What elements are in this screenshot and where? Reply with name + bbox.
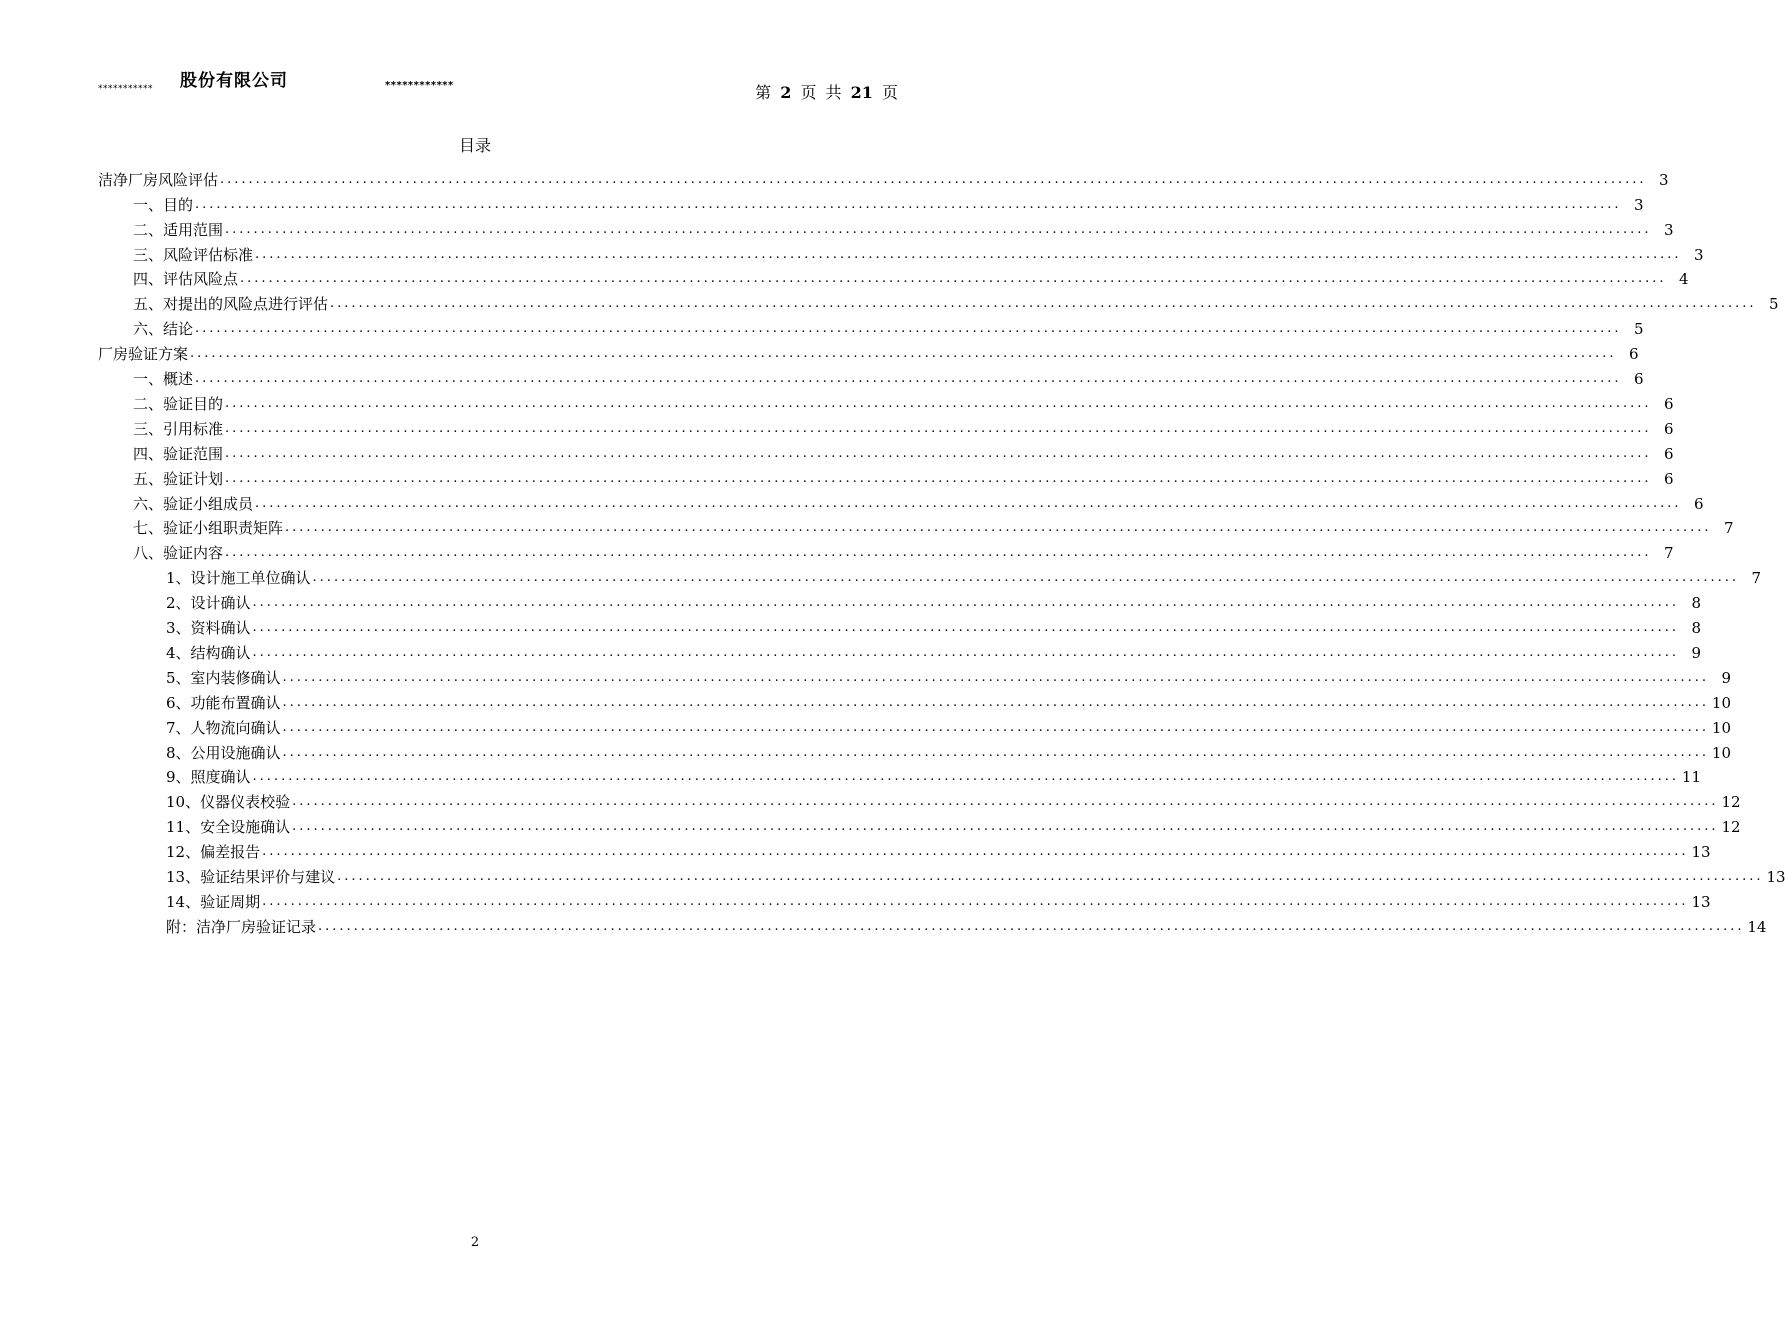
- toc-entry[interactable]: [166, 812, 1741, 837]
- page-total: 21: [850, 83, 873, 102]
- toc-entry-page: 9: [1721, 668, 1732, 687]
- toc-entry[interactable]: [166, 563, 1762, 588]
- toc-entry[interactable]: [166, 912, 1767, 937]
- toc-dot-leader: ........................................................................................................................................................................................................: [262, 893, 1689, 909]
- toc-entry[interactable]: [166, 763, 1702, 788]
- toc-entry-page: 10: [1711, 718, 1732, 737]
- toc-dot-leader: ........................................................................................................................................................................................................: [190, 346, 1617, 362]
- toc-entry-label: 厂房验证方案: [98, 345, 189, 364]
- toc-dot-leader: ........................................................................................................................................................................................................: [195, 371, 1622, 387]
- toc-entry[interactable]: [133, 290, 1779, 315]
- toc-dot-leader: ........................................................................................................................................................................................................: [252, 644, 1680, 660]
- toc-dot-leader: ........................................................................................................................................................................................................: [225, 470, 1652, 486]
- toc-entry-label: 三、风险评估标准: [133, 245, 254, 264]
- page-suffix: 页: [881, 83, 898, 102]
- toc-entry-page: 14: [1747, 917, 1767, 936]
- toc-entry-label: 一、概述: [133, 370, 194, 389]
- toc-entry-label: 七、验证小组职责矩阵: [133, 519, 284, 538]
- toc-dot-leader: ........................................................................................................................................................................................................: [252, 769, 1680, 785]
- toc-entry-label: 三、引用标准: [133, 419, 224, 438]
- toc-dot-leader: ........................................................................................................................................................................................................: [195, 321, 1622, 337]
- toc-entry-label: 五、对提出的风险点进行评估: [133, 295, 329, 314]
- toc-entry-label: 四、验证范围: [133, 444, 224, 463]
- toc-entry-page: 6: [1663, 469, 1674, 488]
- toc-entry-page: 6: [1628, 345, 1639, 364]
- toc-entry-label: 14、验证周期: [166, 892, 261, 911]
- toc-entry-page: 13: [1766, 868, 1786, 887]
- toc-dot-leader: ........................................................................................................................................................................................................: [225, 445, 1652, 461]
- toc-dot-leader: ........................................................................................................................................................................................................: [255, 495, 1682, 511]
- toc-entry-page: 9: [1691, 643, 1702, 662]
- toc-entry-label: 六、结论: [133, 320, 194, 339]
- toc-entry-label: 7、人物流向确认: [166, 718, 281, 737]
- toc-entry-page: 13: [1691, 843, 1711, 862]
- toc-entry-label: 12、偏差报告: [166, 843, 261, 862]
- toc-entry-page: 7: [1663, 544, 1674, 563]
- toc-entry-page: 7: [1751, 569, 1762, 588]
- toc-entry-page: 13: [1691, 892, 1711, 911]
- toc-entry-label: 附：洁净厂房验证记录: [166, 917, 317, 936]
- toc-entry-page: 10: [1711, 743, 1732, 762]
- page-info: [755, 80, 898, 103]
- toc-entry-label: 8、公用设施确认: [166, 743, 281, 762]
- toc-dot-leader: ........................................................................................................................................................................................................: [195, 196, 1622, 212]
- toc-entry-page: 12: [1721, 793, 1741, 812]
- toc-entry-page: 11: [1681, 768, 1702, 787]
- toc-entry[interactable]: [133, 414, 1674, 439]
- toc-entry-label: 二、验证目的: [133, 394, 224, 413]
- toc-entry-label: 13、验证结果评价与建议: [166, 868, 336, 887]
- toc-entry[interactable]: [98, 165, 1669, 190]
- page-header: [0, 0, 950, 110]
- toc-entry-label: 3、资料确认: [166, 619, 251, 638]
- toc-entry[interactable]: [133, 265, 1689, 290]
- toc-entry-label: 9、照度确认: [166, 768, 251, 787]
- toc-dot-leader: ........................................................................................................................................................................................................: [318, 918, 1745, 934]
- page-prefix: 第: [755, 83, 772, 102]
- toc-title: 目录: [458, 136, 491, 155]
- toc-entry-page: 10: [1711, 693, 1732, 712]
- toc-entry-label: 4、结构确认: [166, 643, 251, 662]
- toc-dot-leader: ........................................................................................................................................................................................................: [282, 669, 1710, 685]
- toc-entry-label: 6、功能布置确认: [166, 693, 281, 712]
- toc-entry-page: 6: [1663, 394, 1674, 413]
- toc-dot-leader: ........................................................................................................................................................................................................: [337, 869, 1764, 885]
- toc-entry[interactable]: [133, 514, 1734, 539]
- page-current: 2: [780, 83, 792, 102]
- header-stars-left: ***********: [98, 84, 153, 94]
- toc-entry-page: 6: [1663, 419, 1674, 438]
- toc-dot-leader: ........................................................................................................................................................................................................: [282, 744, 1710, 760]
- header-stars-right: ************: [385, 80, 454, 91]
- toc-dot-leader: ........................................................................................................................................................................................................: [282, 719, 1710, 735]
- toc-entry[interactable]: [166, 887, 1711, 912]
- toc-dot-leader: ........................................................................................................................................................................................................: [240, 271, 1667, 287]
- toc-entry-label: 洁净厂房风险评估: [98, 170, 219, 189]
- toc-entry[interactable]: [133, 240, 1704, 265]
- toc-dot-leader: ........................................................................................................................................................................................................: [225, 420, 1652, 436]
- toc-entry-label: 四、评估风险点: [133, 270, 239, 289]
- toc-dot-leader: ........................................................................................................................................................................................................: [225, 545, 1652, 561]
- toc-entry-label: 2、设计确认: [166, 594, 251, 613]
- toc-entry-page: 3: [1658, 170, 1669, 189]
- toc-entry-page: 5: [1633, 320, 1644, 339]
- toc-dot-leader: ........................................................................................................................................................................................................: [262, 844, 1689, 860]
- toc-entry[interactable]: [166, 613, 1702, 638]
- toc-entry[interactable]: [166, 688, 1732, 713]
- toc-entry[interactable]: [133, 439, 1674, 464]
- toc-entry-label: 11、安全设施确认: [166, 818, 291, 837]
- toc-entry[interactable]: [166, 713, 1732, 738]
- toc-dot-leader: ........................................................................................................................................................................................................: [225, 221, 1652, 237]
- toc-entry-label: 10、仪器仪表校验: [166, 793, 291, 812]
- toc-entry[interactable]: [133, 314, 1644, 339]
- toc-entry[interactable]: [166, 837, 1711, 862]
- toc-dot-leader: ........................................................................................................................................................................................................: [330, 296, 1757, 312]
- page-mid: 页 共: [800, 83, 842, 102]
- toc-entry-page: 12: [1721, 818, 1741, 837]
- toc-dot-leader: ........................................................................................................................................................................................................: [252, 595, 1680, 611]
- toc-entry-page: 7: [1723, 519, 1734, 538]
- toc-entry-label: 八、验证内容: [133, 544, 224, 563]
- toc-entry[interactable]: [133, 464, 1674, 489]
- toc-dot-leader: ........................................................................................................................................................................................................: [292, 819, 1719, 835]
- toc-entry-label: 五、验证计划: [133, 469, 224, 488]
- toc-entry-page: 8: [1691, 594, 1702, 613]
- toc-dot-leader: ........................................................................................................................................................................................................: [252, 620, 1680, 636]
- toc-entry[interactable]: [133, 539, 1674, 564]
- toc-dot-leader: ........................................................................................................................................................................................................: [220, 171, 1647, 187]
- toc-entry[interactable]: [133, 190, 1644, 215]
- toc-dot-leader: ........................................................................................................................................................................................................: [282, 694, 1710, 710]
- toc-entry[interactable]: [166, 738, 1732, 763]
- toc-entry-page: 6: [1663, 444, 1674, 463]
- toc-entry[interactable]: [133, 215, 1674, 240]
- toc-entry[interactable]: [166, 588, 1702, 613]
- toc-entry[interactable]: [133, 489, 1704, 514]
- toc-entry-page: 3: [1663, 220, 1674, 239]
- toc-entry[interactable]: [166, 638, 1702, 663]
- toc-entry-page: 4: [1678, 270, 1689, 289]
- toc-entry[interactable]: [166, 862, 1786, 887]
- company-name: 股份有限公司: [180, 71, 288, 91]
- toc-dot-leader: ........................................................................................................................................................................................................: [292, 794, 1719, 810]
- toc-entry[interactable]: [166, 663, 1732, 688]
- toc-entry[interactable]: [166, 788, 1741, 813]
- toc-entry-label: 5、室内装修确认: [166, 668, 281, 687]
- toc-entry-page: 6: [1693, 494, 1704, 513]
- toc-entry[interactable]: [133, 389, 1674, 414]
- toc-entry-label: 一、目的: [133, 195, 194, 214]
- toc-entry-page: 3: [1633, 195, 1644, 214]
- toc-entry-page: 5: [1768, 295, 1779, 314]
- toc-entry-page: 6: [1633, 370, 1644, 389]
- footer-page-number: 2: [470, 1235, 480, 1250]
- toc-entry-page: 8: [1691, 619, 1702, 638]
- toc-entry-page: 3: [1693, 245, 1704, 264]
- toc-dot-leader: ........................................................................................................................................................................................................: [255, 246, 1682, 262]
- toc-entry-label: 六、验证小组成员: [133, 494, 254, 513]
- toc-entry-label: 1、设计施工单位确认: [166, 569, 311, 588]
- toc-entry-label: 二、适用范围: [133, 220, 224, 239]
- toc-dot-leader: ........................................................................................................................................................................................................: [312, 570, 1740, 586]
- toc-entry[interactable]: [133, 364, 1644, 389]
- toc-dot-leader: ........................................................................................................................................................................................................: [285, 520, 1712, 536]
- toc-entry[interactable]: [98, 339, 1639, 364]
- toc-dot-leader: ........................................................................................................................................................................................................: [225, 395, 1652, 411]
